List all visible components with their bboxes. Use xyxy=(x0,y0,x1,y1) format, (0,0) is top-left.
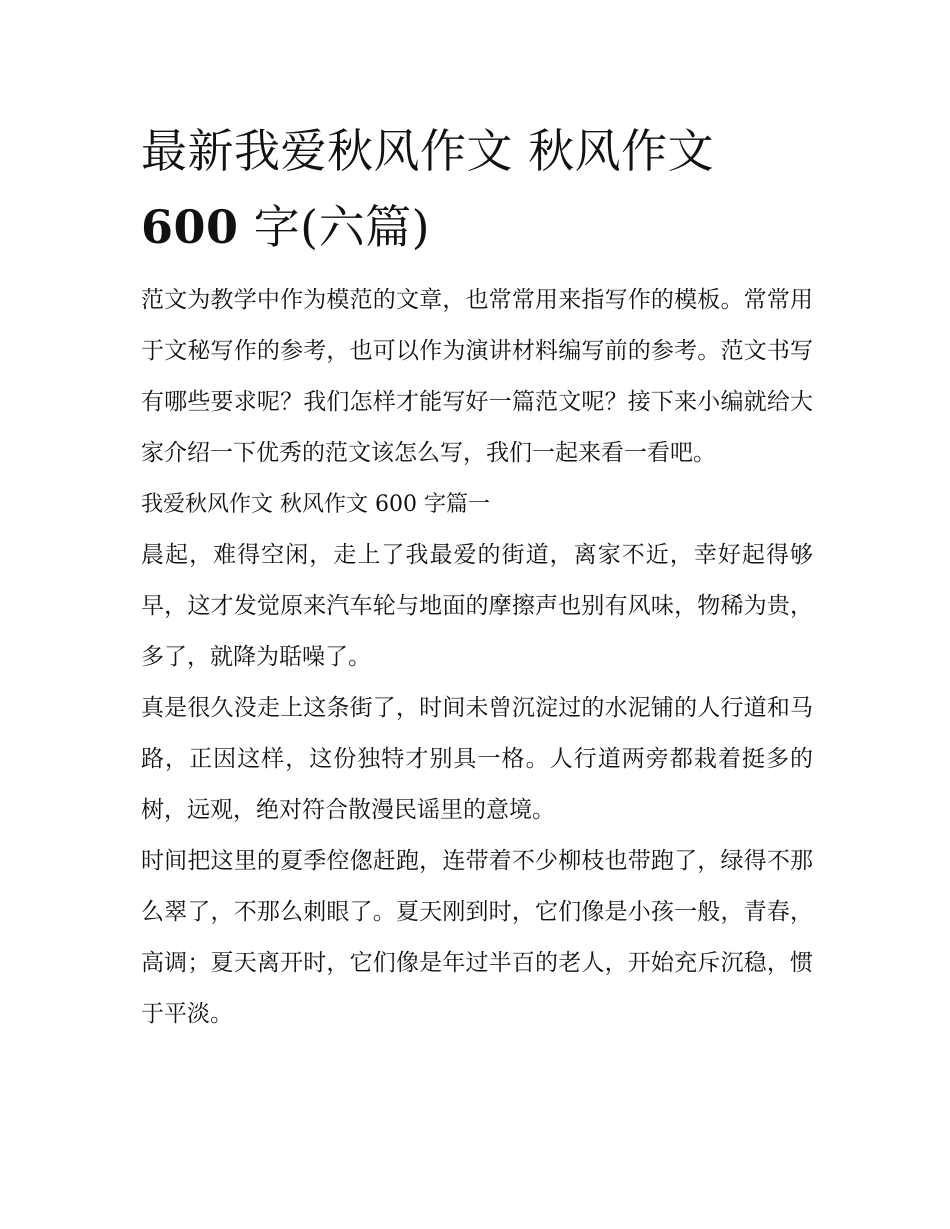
body-paragraph: 时间把这里的夏季倥偬赶跑，连带着不少柳枝也带跑了，绿得不那么翠了，不那么刺眼了。夏天刚到时，它们像是小孩一般，青春，高调；夏天离开时，它们像是年过半百的老人，开始充斥沉稳，惯于平淡。 xyxy=(141,848,813,1027)
intro-paragraph: 范文为教学中作为模范的文章，也常常用来指写作的模板。常常用于文秘写作的参考，也可以作为演讲材料编写前的参考。范文书写有哪些要求呢？我们怎样才能写好一篇范文呢？接下来小编就给大家介绍一下优秀的范文该怎么写，我们一起来看一看吧。 xyxy=(141,287,813,466)
body-paragraph: 晨起，难得空闲，走上了我最爱的街道，离家不近，幸好起得够早，这才发觉原来汽车轮与地面的摩擦声也别有风味，物稀为贵，多了，就降为聒噪了。 xyxy=(141,542,813,670)
document-body xyxy=(141,275,813,1040)
document-page xyxy=(141,113,813,1040)
title-line-1: 最新我爱秋风作文 秋风作文 xyxy=(141,124,715,178)
document-title xyxy=(141,113,813,265)
body-paragraph: 真是很久没走上这条街了，时间未曾沉淀过的水泥铺的人行道和马路，正因这样，这份独特才别具一格。人行道两旁都栽着挺多的树，远观，绝对符合散漫民谣里的意境。 xyxy=(141,695,813,823)
section-heading: 我爱秋风作文 秋风作文 600 字篇一 xyxy=(141,492,490,517)
title-number: 600 xyxy=(141,200,239,254)
title-line-2: 字(六篇) xyxy=(238,200,431,254)
